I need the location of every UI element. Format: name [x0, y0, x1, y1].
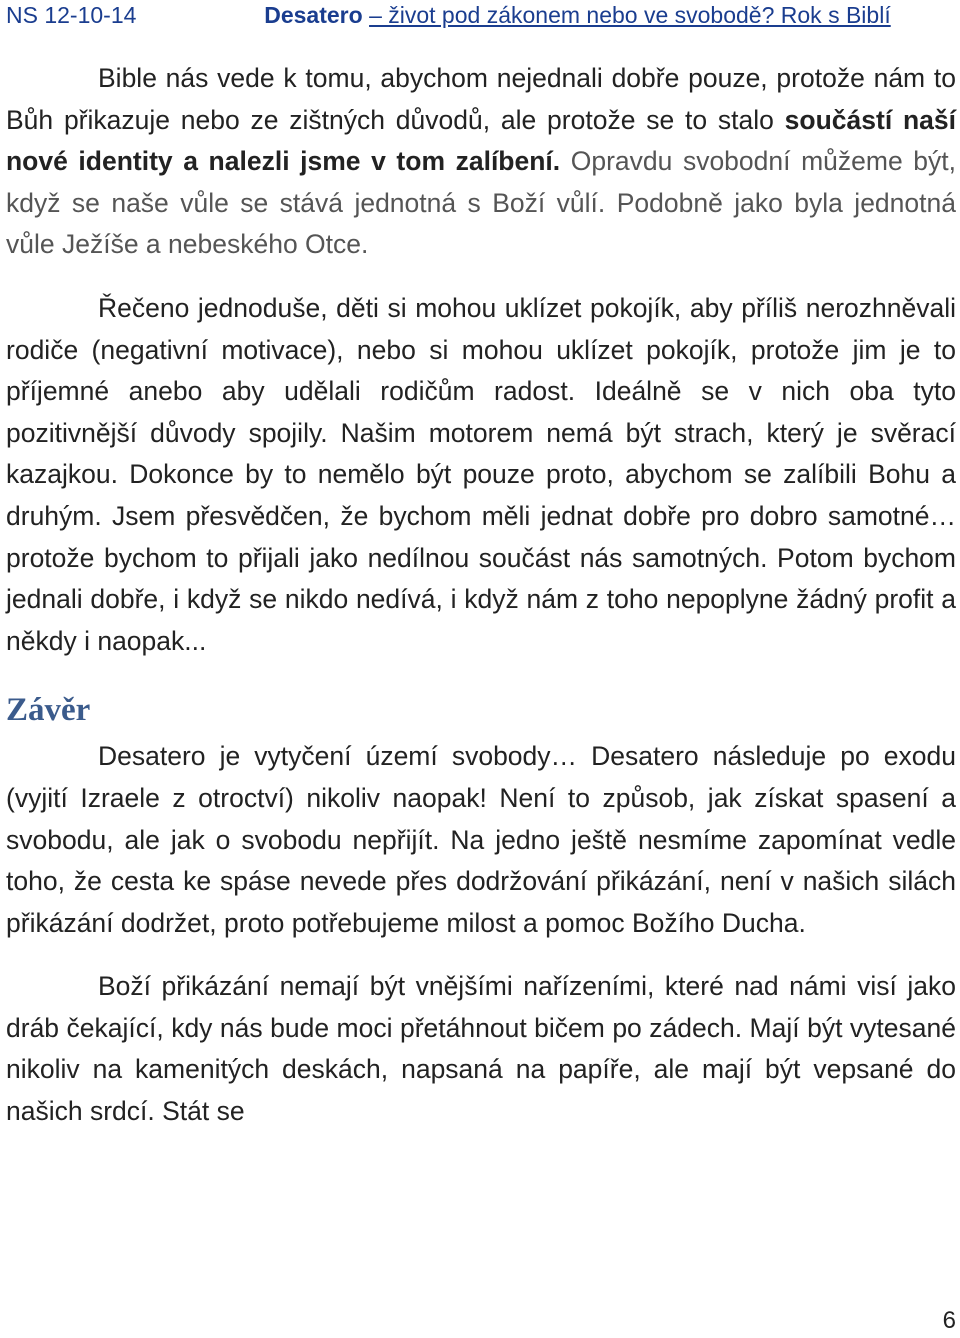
document-body — [6, 58, 956, 1155]
paragraph-identity-bold: součástí naší nové identity a nalezli jsme v tom zalíbení. — [6, 104, 956, 177]
paragraph-commandments: Boží přikázání nemají být vnějšími nařízeními, které nad námi visí jako dráb čekající, kdy nás bude moci přetáhnout bičem po zádech. Mají být vytesané nikoliv na kamenitých deskách, napsaná na papíře, ale mají být vepsané do našich srdcí. Stát se — [6, 971, 956, 1127]
page-header — [6, 0, 954, 30]
page-number: 6 — [942, 1307, 956, 1334]
header-title: Desatero — [264, 2, 363, 28]
paragraph-motivation: Řečeno jednoduše, děti si mohou uklízet pokojík, aby příliš nerozhněvali rodiče (negativní motivace), nebo si mohou uklízet pokojík, protože jim je to příjemné anebo aby udělali rodičům radost. Ideálně se v nich oba tyto pozitivnější důvody spojily. Našim motorem nemá být strach, který je svěrací kazajkou. Dokonce by to nemělo být pouze proto, abychom se zalíbili Bohu a druhým. Jsem přesvědčen, že bychom měli jednat dobře pro dobro samotné… protože bychom to přijali jako nedílnou součást nás samotných. Potom bychom jednali dobře, i když se nikdo nedívá, i když nám z toho nepoplyne žádný profit a někdy i naopak... — [6, 292, 956, 656]
paragraph-conclusion: Desatero je vytyčení území svobody… Desatero následuje po exodu (vyjití Izraele z otroctví) nikoliv naopak! Není to způsob, jak získat spasení a svobodu, ale jak o svobodu nepřijít. Na jedno ještě nesmíme zapomínat vedle toho, že cesta ke spáse nevede přes dodržování přikázání, není v našich silách přikázání dodržet, proto potřebujeme milost a pomoc Božího Ducha. — [6, 741, 956, 938]
paragraph-identity-text-a: Bible nás vede k tomu, abychom nejednali dobře pouze, protože nám to Bůh přikazuje nebo ze zištných důvodů, ale protože se to stalo — [6, 63, 956, 135]
paragraph-identity-text-c: Opravdu svobodní můžeme být, když se naše vůle se stává jednotná s Boží vůlí. Podobně jako byla jednotná vůle Ježíše a nebeského Otce. — [6, 146, 956, 260]
header-code: NS 12-10-14 — [6, 2, 137, 28]
header-gap — [143, 2, 258, 28]
paragraph-identity — [6, 58, 956, 266]
header-subtitle: – život pod zákonem nebo ve svobodě? Rok s Biblí — [369, 2, 891, 28]
section-heading-conclusion: Závěr — [6, 692, 91, 729]
